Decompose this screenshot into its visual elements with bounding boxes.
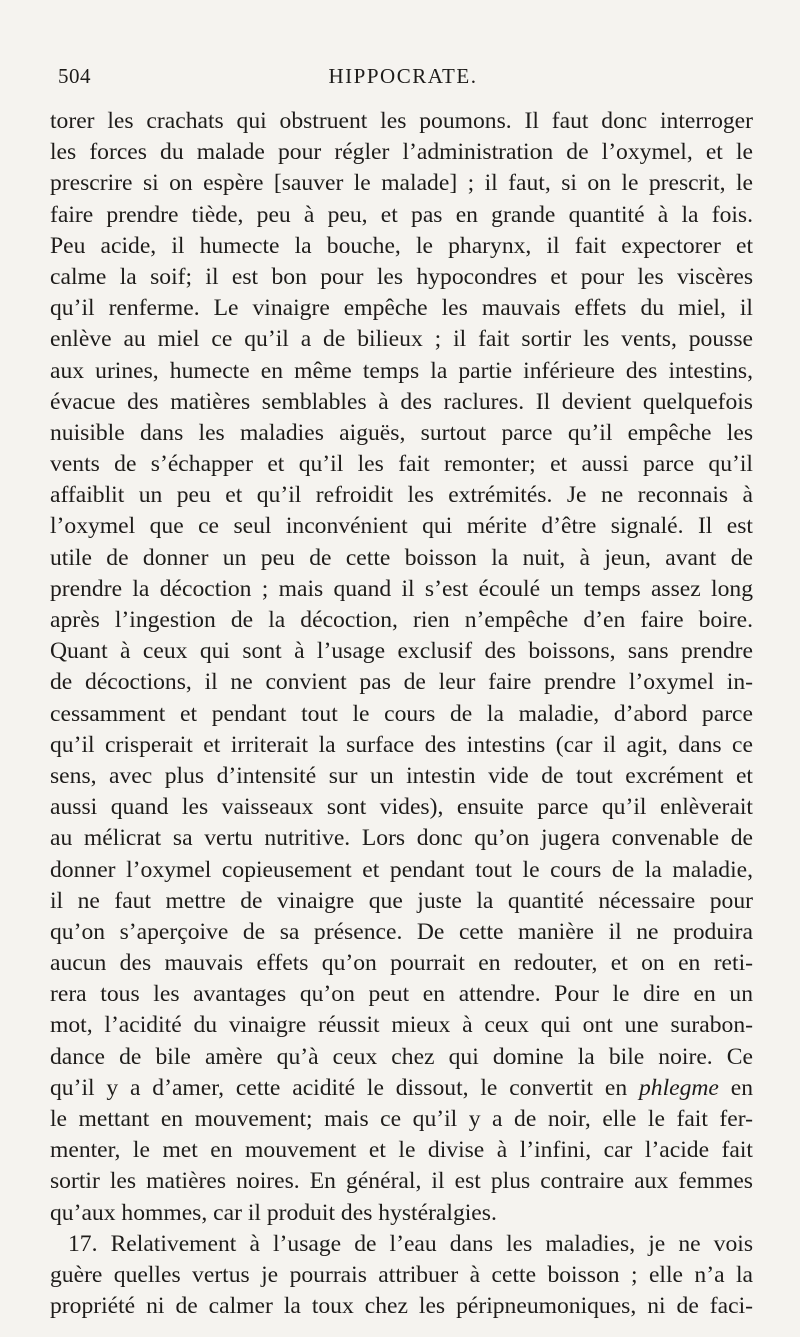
text-line <box>50 979 753 1010</box>
text-line <box>50 761 753 792</box>
text-segment: propriété ni de calmer la toux chez les péripneumoniques, ni de faci- <box>50 1293 753 1320</box>
text-line <box>50 1291 753 1322</box>
text-line <box>50 200 753 231</box>
text-segment: rera tous les avantages qu’on peut en attendre. Pour le dire en un <box>50 981 753 1008</box>
text-segment: au mélicrat sa vertu nutritive. Lors donc qu’on jugera convenable de <box>50 825 753 852</box>
text-segment: aussi quand les vaisseaux sont vides), ensuite parce qu’il enlèverait <box>50 794 753 821</box>
text-segment: Peu acide, il humecte la bouche, le pharynx, il fait expectorer et <box>50 232 753 259</box>
text-segment: faire prendre tiède, peu à peu, et pas en grande quantité à la fois. <box>50 201 753 228</box>
text-line <box>50 636 753 667</box>
text-line <box>50 137 753 168</box>
text-segment: cessamment et pendant tout le cours de la maladie, d’abord parce <box>50 700 753 727</box>
text-line <box>50 792 753 823</box>
text-line <box>50 667 753 698</box>
text-line <box>50 356 753 387</box>
text-line <box>50 418 753 449</box>
text-line <box>50 855 753 886</box>
text-line <box>50 886 753 917</box>
text-segment: nuisible dans les maladies aiguës, surtout parce qu’il empêche les <box>50 419 753 446</box>
text-line <box>50 730 753 761</box>
text-line <box>50 480 753 511</box>
text-segment: 17. Relativement à l’usage de l’eau dans les maladies, je ne vois <box>68 1230 753 1257</box>
text-segment: l’oxymel que ce seul inconvénient qui mérite d’être signalé. Il est <box>50 513 753 540</box>
running-title: HIPPOCRATE. <box>328 64 478 88</box>
text-segment: de décoctions, il ne convient pas de leur faire prendre l’oxymel in- <box>50 669 753 696</box>
body-text <box>50 106 753 1322</box>
text-line <box>50 543 753 574</box>
text-segment: qu’il y a d’amer, cette acidité le dissout, le convertit en <box>50 1074 639 1101</box>
text-line <box>50 1010 753 1041</box>
text-segment: après l’ingestion de la décoction, rien n’empêche d’en faire boire. <box>50 607 753 633</box>
text-line <box>50 1166 753 1197</box>
text-line <box>50 293 753 324</box>
text-line <box>50 1042 753 1073</box>
text-segment: prescrire si on espère [sauver le malade] ; il faut, si on le prescrit, le <box>50 170 753 197</box>
text-segment: les forces du malade pour régler l’administration de l’oxymel, et le <box>50 139 753 166</box>
text-line <box>50 699 753 730</box>
text-line <box>50 324 753 355</box>
text-line <box>50 1229 753 1260</box>
text-line <box>50 823 753 854</box>
page-number: 504 <box>58 64 91 88</box>
text-segment: le mettant en mouvement; mais ce qu’il y a de noir, elle le fait fer- <box>50 1106 753 1132</box>
text-segment: qu’aux hommes, car il produit des hystéralgies. <box>50 1199 497 1226</box>
text-segment: qu’il renferme. Le vinaigre empêche les mauvais effets du miel, il <box>50 295 753 322</box>
text-line <box>50 605 753 636</box>
text-line <box>50 387 753 418</box>
text-segment: évacue des matières semblables à des raclures. Il devient quelquefois <box>50 388 753 415</box>
text-segment: qu’on s’aperçoive de sa présence. De cette manière il ne produira <box>50 918 753 945</box>
text-segment: qu’il crisperait et irriterait la surface des intestins (car il agit, dans ce <box>50 731 753 758</box>
text-segment: aux urines, humecte en même temps la partie inférieure des intestins, <box>50 357 753 384</box>
italic-term: phlegme <box>638 1074 719 1101</box>
text-line <box>50 106 753 137</box>
text-segment: affaiblit un peu et qu’il refroidit les extrémités. Je ne reconnais à <box>50 482 753 509</box>
text-line <box>50 1260 753 1291</box>
text-line <box>50 511 753 542</box>
text-line <box>50 1135 753 1166</box>
text-segment: sens, avec plus d’intensité sur un intestin vide de tout excrément et <box>50 762 753 789</box>
text-segment: Quant à ceux qui sont à l’usage exclusif des boissons, sans prendre <box>50 638 753 665</box>
text-line <box>50 917 753 948</box>
text-segment: en <box>718 1074 753 1101</box>
text-segment: torer les crachats qui obstruent les poumons. Il faut donc interroger <box>50 108 753 134</box>
text-segment: sortir les matières noires. En général, il est plus contraire aux femmes <box>50 1168 753 1195</box>
text-line <box>50 1073 753 1104</box>
text-segment: il ne faut mettre de vinaigre que juste la quantité nécessaire pour <box>50 887 753 914</box>
text-line <box>50 948 753 979</box>
text-segment: guère quelles vertus je pourrais attribuer à cette boisson ; elle n’a la <box>50 1261 753 1288</box>
text-line <box>50 449 753 480</box>
text-segment: utile de donner un peu de cette boisson la nuit, à jeun, avant de <box>50 544 753 571</box>
text-segment: prendre la décoction ; mais quand il s’est écoulé un temps assez long <box>50 575 753 602</box>
text-segment: vents de s’échapper et qu’il les fait remonter; et aussi parce qu’il <box>50 451 753 478</box>
page-header <box>58 58 748 92</box>
text-line <box>50 262 753 293</box>
text-line <box>50 231 753 262</box>
text-segment: mot, l’acidité du vinaigre réussit mieux à ceux qui ont une surabon- <box>50 1012 753 1039</box>
text-line <box>50 168 753 199</box>
text-line <box>50 1104 753 1135</box>
text-line <box>50 1198 753 1229</box>
text-segment: menter, le met en mouvement et le divise à l’infini, car l’acide fait <box>50 1137 753 1164</box>
text-segment: aucun des mauvais effets qu’on pourrait en redouter, et on en reti- <box>50 950 753 977</box>
text-segment: donner l’oxymel copieusement et pendant tout le cours de la maladie, <box>50 856 753 883</box>
text-segment: calme la soif; il est bon pour les hypocondres et pour les viscères <box>50 263 753 290</box>
text-line <box>50 574 753 605</box>
text-segment: enlève au miel ce qu’il a de bilieux ; il fait sortir les vents, pousse <box>50 326 753 353</box>
text-segment: dance de bile amère qu’à ceux chez qui domine la bile noire. Ce <box>50 1043 753 1070</box>
